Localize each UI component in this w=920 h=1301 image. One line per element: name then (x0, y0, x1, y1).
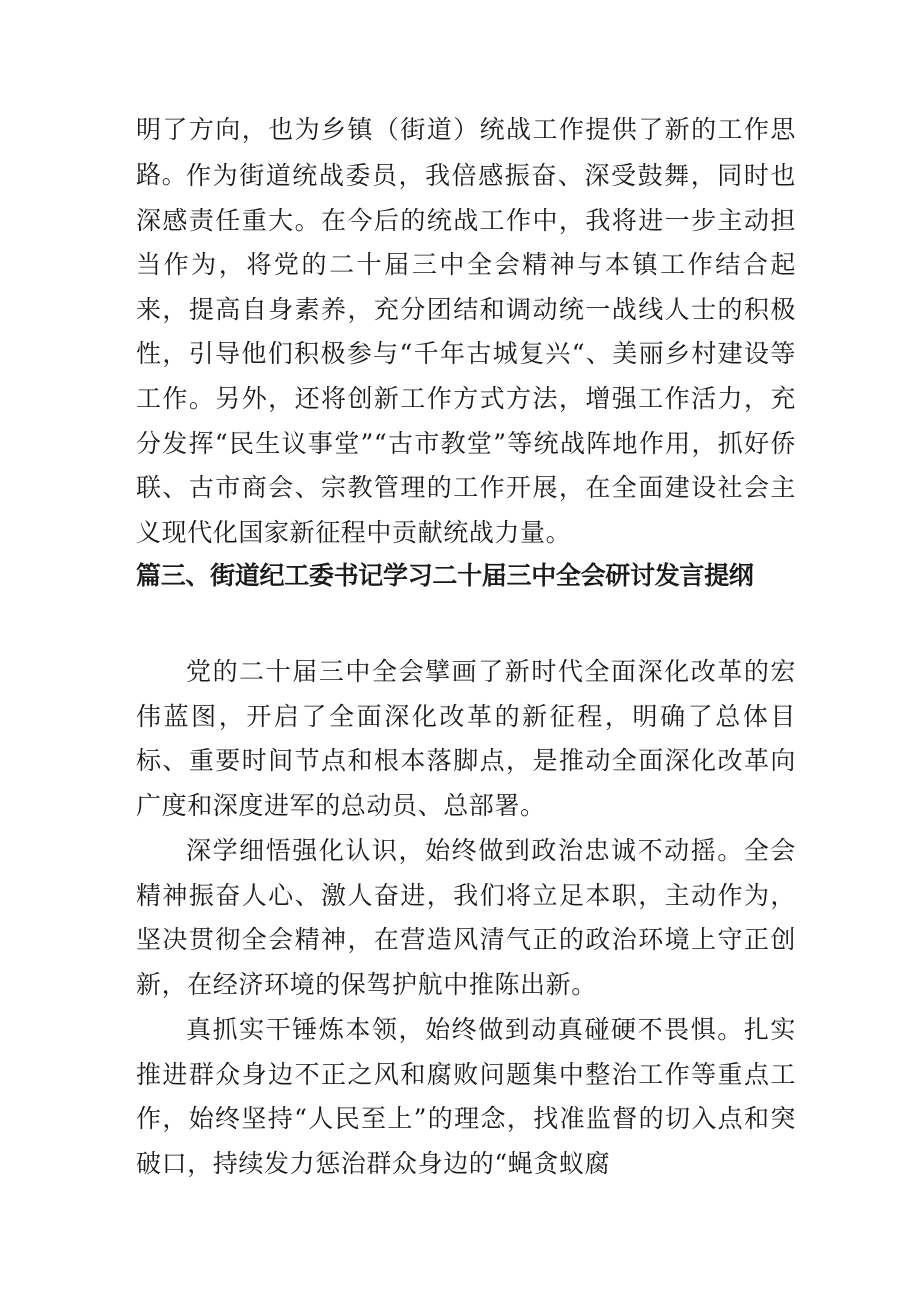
paragraph-committee-member: 作为街道统战委员，我倍感振奋、深受鼓舞，同时也深感责任重大。在今后的统战工作中，我将进一步主动担当作为，将党的二十届三中全会精神与本镇工作结合起来，提高自身素养，充分团结和调动统一战线人士的积极性，引导他们积极参与“千年古城复兴“、美丽乡村建设等工作。另外，还将创新工作方式方法，增强工作活力，充分发挥“民生议事堂”“古市教堂”等统战阵地作用，抓好侨联、古市商会、宗教管理的工作开展，在全面建设社会主义现代化国家新征程中贡献统战力量。 (136, 161, 796, 547)
paragraph-practical-work: 真抓实干锤炼本领，始终做到动真碰硬不畏惧。扎实推进群众身边不正之风和腐败问题集中整治工作等重点工作，始终坚持“人民至上”的理念，找准监督的切入点和突破口，持续发力惩治群众身边的“蝇贪蚁腐 (136, 1015, 796, 1178)
paragraph-continuation: 明了方向，也为乡镇（街道）统战工作提供了新的工作思路。 (136, 115, 796, 189)
paragraph-plenary-intro: 党的二十届三中全会擘画了新时代全面深化改革的宏伟蓝图，开启了全面深化改革的新征程，明确了总体目标、重要时间节点和根本落脚点，是推动全面深化改革向广度和深度进军的总动员、总部署。 (136, 657, 796, 820)
section-title: 篇三、街道纪工委书记学习二十届三中全会研讨发言提纲 (136, 561, 754, 590)
paragraph-political-loyalty: 深学细悟强化认识，始终做到政治忠诚不动摇。全会精神振奋人心、激人奋进，我们将立足本职，主动作为，坚决贯彻全会精神，在营造风清气正的政治环境上守正创新，在经济环境的保驾护航中推陈出新。 (136, 836, 796, 999)
